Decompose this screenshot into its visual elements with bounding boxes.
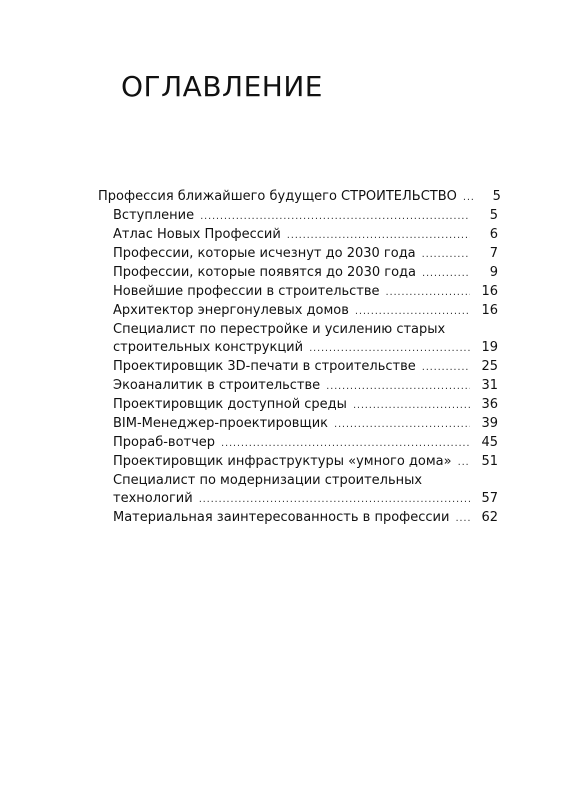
dot-leader [386, 284, 470, 302]
toc-entry[interactable] [98, 434, 498, 453]
toc-page-number: 39 [481, 416, 498, 431]
dot-leader [355, 303, 470, 321]
toc-page-number: 16 [481, 303, 498, 318]
toc-entry-title: Материальная заинтересованность в профессии [113, 510, 450, 525]
toc-entry-title: Прораб-вотчер [113, 435, 216, 450]
toc-entry[interactable] [98, 377, 498, 396]
dot-leader [309, 340, 470, 358]
toc-entry-title: Атлас Новых Профессий [113, 227, 281, 242]
dot-leader [353, 397, 470, 415]
toc-entry[interactable] [98, 245, 498, 264]
toc-entry-title: Профессия ближайшего будущего СТРОИТЕЛЬСТВО [98, 189, 457, 204]
toc-page-number: 51 [481, 454, 498, 469]
toc-page-number: 25 [481, 359, 498, 374]
toc-entry[interactable] [98, 321, 498, 358]
toc-entry-title: Экоаналитик в строительстве [113, 378, 321, 393]
toc-entry-title-line1: Специалист по модернизации строительных [113, 473, 423, 488]
dot-leader [221, 435, 470, 453]
toc-entry-title: Профессии, которые появятся до 2030 года [113, 265, 416, 280]
toc-page-number: 62 [481, 510, 498, 525]
toc-entry-title: Вступление [113, 208, 195, 223]
toc-entry[interactable] [98, 472, 498, 509]
toc-entry[interactable] [98, 207, 498, 226]
toc-page-number: 5 [489, 208, 498, 223]
dot-leader [463, 189, 473, 207]
toc-entry-title: Архитектор энергонулевых домов [113, 303, 349, 318]
toc-entry[interactable] [98, 226, 498, 245]
toc-page-number: 16 [481, 284, 498, 299]
toc-page-number: 6 [489, 227, 498, 242]
toc-entry[interactable] [98, 415, 498, 434]
dot-leader [199, 491, 470, 509]
dot-leader [334, 416, 470, 434]
toc-entry[interactable] [98, 509, 498, 528]
dot-leader [455, 510, 470, 528]
toc-entry-title: Новейшие профессии в строительстве [113, 284, 380, 299]
toc-page-number: 31 [481, 378, 498, 393]
toc-entry-title-line2: строительных конструкций [113, 340, 304, 355]
toc-entry[interactable] [98, 453, 498, 472]
dot-leader [458, 454, 470, 472]
toc-page-number: 7 [489, 246, 498, 261]
toc-entry[interactable] [98, 396, 498, 415]
table-of-contents [98, 188, 501, 528]
toc-entry[interactable] [98, 283, 498, 302]
toc-entry-title: Профессии, которые исчезнут до 2030 года [113, 246, 416, 261]
toc-entry[interactable] [98, 358, 498, 377]
toc-page-number: 9 [489, 265, 498, 280]
toc-entry[interactable] [98, 188, 501, 207]
toc-page-number: 57 [481, 491, 498, 506]
dot-leader [287, 227, 470, 245]
toc-page-number: 45 [481, 435, 498, 450]
toc-entry[interactable] [98, 302, 498, 321]
dot-leader [422, 359, 470, 377]
toc-entry-title: Проектировщик 3D-печати в строительстве [113, 359, 416, 374]
dot-leader [326, 378, 470, 396]
dot-leader [422, 246, 470, 264]
toc-entry-title: BIM-Менеджер-проектировщик [113, 416, 329, 431]
toc-entry-title-line2: технологий [113, 491, 193, 506]
toc-entry-title-line1: Специалист по перестройке и усилению старых [113, 322, 446, 337]
toc-entry-title: Проектировщик доступной среды [113, 397, 347, 412]
toc-entry[interactable] [98, 264, 498, 283]
page-title: ОГЛАВЛЕНИЕ [121, 70, 323, 103]
toc-entry-title: Проектировщик инфраструктуры «умного дома» [113, 454, 452, 469]
toc-page-number: 5 [492, 189, 501, 204]
toc-page-number: 36 [481, 397, 498, 412]
dot-leader [422, 265, 470, 283]
dot-leader [200, 208, 470, 226]
toc-page-number: 19 [481, 340, 498, 355]
